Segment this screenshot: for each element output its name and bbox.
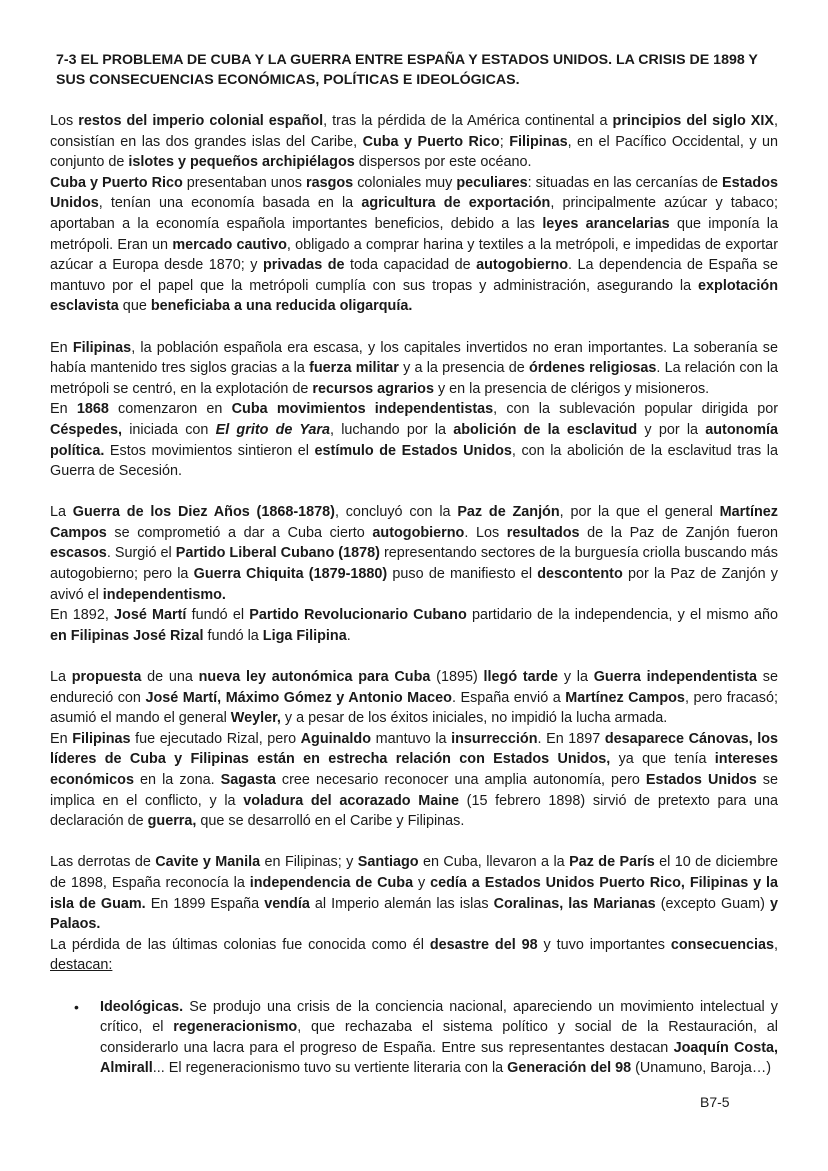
paragraph [50, 338, 778, 400]
text-run: en Filipinas José Rizal [50, 627, 204, 644]
text-run: Aguinaldo [300, 730, 372, 747]
text-run: principios del siglo XIX [612, 113, 774, 129]
text-run: leyes arancelarias [542, 215, 670, 232]
text-run: Santiago [357, 854, 419, 871]
text-run: , por la que el general [559, 504, 720, 521]
text-run: privadas de [263, 257, 345, 274]
text-run: vendía [264, 895, 310, 912]
text-run: 1868 [76, 401, 109, 418]
text-run: estímulo de Estados Unidos [314, 442, 512, 459]
text-run: La pérdida de las últimas colonias fue conocida como él [50, 936, 430, 953]
text-run: escasos [50, 545, 107, 562]
page-number: B7-5 [700, 1094, 730, 1110]
text-run: , concluyó con la [334, 504, 458, 521]
text-run: y tuvo importantes [537, 936, 671, 953]
text-run: mercado cautivo [172, 236, 287, 253]
text-run: , pero fracasó; asumió el mando el general [50, 689, 778, 727]
text-run: Filipinas [72, 730, 131, 747]
text-run: y [413, 874, 431, 891]
text-run: y a pesar de los éxitos iniciales, no impidió la lucha armada. [280, 710, 668, 727]
text-run: , principalmente azúcar y tabaco; aportaban a la economía española importantes beneficios, debido a las [50, 195, 779, 232]
bullet-icon: • [74, 998, 79, 1015]
text-run: . La relación con la metrópoli se centró, en la explotación de [50, 360, 779, 397]
text-run: peculiares [456, 174, 528, 191]
text-run: , con la sublevación popular dirigida por [493, 401, 778, 418]
text-run: fundó la [203, 627, 263, 644]
text-run: , en el Pacífico Occidental, y un conjunto de [50, 133, 778, 171]
text-run: y a la presencia de [398, 360, 529, 377]
text-run: José Martí [114, 607, 187, 624]
text-run: resultados [506, 524, 580, 541]
text-run: Partido Liberal Cubano (1878) [175, 545, 380, 562]
text-run: Paz de Zanjón [457, 504, 560, 521]
text-run: por la Paz de Zanjón y avivó el [50, 566, 778, 603]
text-run: , consistían en las dos grandes islas del Caribe, [50, 113, 778, 150]
paragraph [50, 111, 778, 173]
paragraph [50, 935, 778, 976]
text-run: En [50, 401, 77, 418]
document-title: 7-3 EL PROBLEMA DE CUBA Y LA GUERRA ENTRE ESPAÑA Y ESTADOS UNIDOS. LA CRISIS DE 1898 Y SUS CONSECUENCIAS ECONÓMICAS, POLÍTICAS E IDEOLÓGICAS. [56, 52, 758, 89]
text-run: Los [50, 113, 79, 129]
text-run: en Filipinas; y [260, 854, 358, 871]
text-run: descontento [537, 566, 623, 583]
text-run: fundó el [186, 607, 250, 624]
text-run: y por la [637, 421, 706, 438]
text-run: . [346, 627, 351, 644]
text-run: que se desarrolló en el Caribe y Filipinas. [196, 813, 465, 830]
text-run: se implica en el conflicto, y la [50, 772, 778, 809]
text-run: llegó tarde [483, 669, 559, 686]
document-body [50, 111, 778, 997]
spacer [50, 482, 778, 503]
text-run: autogobierno [476, 257, 569, 274]
text-run: se endureció con [50, 669, 778, 706]
text-run: restos del imperio colonial español [78, 113, 324, 129]
text-run: ; [499, 133, 510, 150]
text-run: En [50, 339, 73, 356]
text-run: Sagasta [220, 772, 276, 788]
paragraph [50, 667, 778, 729]
text-run: , [774, 936, 778, 953]
text-run: . Los [464, 524, 507, 541]
text-run: Generación del 98 [507, 1060, 632, 1077]
text-run: . Surgió el [106, 545, 176, 562]
text-run: Se produjo una crisis de la conciencia nacional, apareciendo un movimiento intelectual y crítico, el [100, 998, 778, 1036]
text-run: La [50, 504, 73, 521]
text-run: en Cuba, llevaron a la [418, 854, 570, 871]
text-run: (15 febrero 1898) sirvió de pretexto para una declaración de [50, 792, 778, 830]
text-run: desastre del 98 [429, 936, 538, 953]
text-run: se comprometió a dar a Cuba cierto [106, 524, 373, 541]
text-run: José Martí, Máximo Gómez y Antonio Maceo [145, 689, 452, 706]
text-run: , tenían una economía basada en la [98, 195, 362, 212]
text-run: En 1892, [50, 607, 115, 624]
text-run: partidario de la independencia, y el mismo año [466, 607, 778, 624]
text-run: voladura del acorazado Maine [243, 792, 459, 809]
text-run: dispersos por este océano. [354, 154, 532, 171]
text-run: comenzaron en [108, 401, 232, 418]
text-run: iniciada con [122, 421, 216, 438]
text-run: autonomía política. [50, 421, 778, 459]
text-run: En [50, 730, 73, 747]
text-run: agricultura de exportación [361, 195, 551, 212]
text-run: abolición de la esclavitud [453, 421, 638, 438]
text-run: cedía a Estados Unidos Puerto Rico, Filipinas y la isla de Guam. [50, 874, 779, 912]
text-run: regeneracionismo [173, 1019, 298, 1036]
list-item [74, 997, 778, 1079]
text-run: propuesta [71, 669, 142, 686]
text-run: , obligado a comprar harina y textiles a la metrópoli, e impedidas de exportar azúcar a Europa desde 1870; y [50, 236, 778, 274]
spacer [50, 317, 778, 338]
text-run: Joaquín Costa, Almirall [100, 1039, 778, 1077]
text-run: Estados Unidos [50, 174, 778, 212]
text-run: Estos movimientos sintieron el [104, 442, 315, 459]
text-run: ya que tenía [610, 751, 715, 768]
text-run: Guerra de los Diez Años (1868-1878) [72, 504, 335, 521]
text-run: Weyler, [230, 710, 281, 727]
text-run: autogobierno [372, 524, 465, 541]
paragraph [50, 399, 778, 481]
text-run: y en la presencia de clérigos y misioneros. [433, 380, 710, 397]
consequences-list [50, 997, 778, 1079]
text-run: (1895) [430, 669, 484, 686]
text-run: toda capacidad de [344, 257, 477, 274]
text-run: . España envió a [451, 689, 566, 706]
text-run: Las derrotas de [50, 854, 156, 871]
text-run: coloniales muy [353, 174, 457, 191]
text-run: intereses económicos [50, 751, 778, 788]
text-run: Guerra independentista [593, 669, 758, 686]
text-run: Martínez Campos [565, 689, 685, 706]
paragraph [50, 502, 778, 605]
text-run: de una [141, 669, 199, 686]
text-run: desaparece Cánovas, los líderes de Cuba y Filipinas están en estrecha relación con Estados Unidos, [50, 730, 778, 768]
text-run: independencia de Cuba [249, 874, 414, 891]
text-run: , luchando por la [330, 421, 454, 438]
text-run: órdenes religiosas [528, 360, 657, 377]
text-run: recursos agrarios [312, 380, 434, 397]
text-run: mantuvo la [371, 730, 452, 747]
text-run: en la zona. [133, 772, 221, 788]
text-run: puso de manifiesto el [387, 566, 538, 583]
text-run: Partido Revolucionario Cubano [249, 607, 467, 624]
text-run: y la [558, 669, 594, 686]
text-run: insurrección [451, 730, 538, 747]
text-run: Céspedes, [50, 421, 122, 438]
text-run: Filipinas [509, 133, 568, 150]
text-run: islotes y pequeños archipiélagos [128, 154, 355, 171]
paragraph [50, 729, 778, 832]
paragraph [50, 605, 778, 646]
text-run: Cavite y Manila [155, 854, 261, 871]
text-run: El grito de Yara [215, 421, 331, 438]
text-run: fuerza militar [309, 360, 399, 377]
spacer [50, 90, 778, 111]
text-run: beneficiaba a una reducida oligarquía. [150, 298, 413, 315]
text-run: que [118, 298, 151, 315]
text-run: Filipinas [72, 339, 132, 356]
text-run: rasgos [305, 174, 354, 191]
text-run: Liga Filipina [262, 627, 347, 644]
text-run: , tras la pérdida de la América continental a [323, 113, 613, 129]
text-run: consecuencias [670, 936, 774, 953]
text-run: excepto Guam) [665, 895, 770, 912]
paragraph [50, 173, 778, 317]
text-run: (Unamuno, Baroja…) [631, 1060, 772, 1077]
text-run: explotación esclavista [50, 277, 778, 315]
paragraph [50, 852, 778, 934]
text-run: destacan: [50, 957, 113, 974]
text-run: En 1899 España [145, 895, 265, 912]
text-run: fue ejecutado Rizal, pero [130, 730, 301, 747]
text-run: : situadas en las cercanías de [527, 174, 723, 191]
text-run: Ideológicas. [100, 998, 184, 1015]
text-run: Cuba movimientos independentistas [231, 401, 494, 418]
text-run: nueva ley autonómica para Cuba [198, 669, 431, 686]
text-run: . En 1897 [537, 730, 605, 747]
text-run: el 10 de diciembre de 1898, España reconocía la [50, 854, 778, 891]
text-run: Coralinas, las Marianas [493, 895, 656, 912]
text-run: , la población española era escasa, y los capitales invertidos no eran importantes. La soberanía se había mantenido tres siglos gracias a la [50, 339, 778, 377]
spacer [50, 976, 778, 997]
text-run: guerra, [147, 813, 197, 830]
text-run: , con la abolición de la esclavitud tras la Guerra de Secesión. [50, 442, 778, 480]
text-run: cree necesario reconocer una amplia autonomía, pero [275, 772, 646, 788]
text-run: La [50, 669, 72, 686]
text-run: ( [655, 895, 666, 912]
text-run: independentismo. [102, 586, 226, 603]
text-run: Cuba y Puerto Rico [362, 133, 500, 150]
text-run: ... El regeneracionismo tuvo su vertiente literaria con la [152, 1060, 508, 1077]
text-run: Martínez Campos [50, 504, 778, 541]
text-run: al Imperio alemán las islas [309, 895, 494, 912]
text-run: que imponía la metrópoli. Eran un [50, 215, 778, 253]
text-run: Cuba y Puerto Rico [50, 174, 183, 191]
text-run: representando sectores de la burguesía criolla buscando más autogobierno; pero la [50, 545, 778, 583]
text-run: . La dependencia de España se mantuvo por el papel que la metrópoli cumplía con sus tropas y administración, asegurando la [50, 257, 778, 294]
text-run: de la Paz de Zanjón fueron [579, 524, 778, 541]
text-run: Paz de París [569, 854, 655, 871]
text-run: y Palaos. [50, 895, 778, 933]
spacer [50, 646, 778, 667]
text-run: presentaban unos [182, 174, 306, 191]
text-run: Estados Unidos [645, 772, 757, 788]
text-run: Guerra Chiquita (1879-1880) [193, 566, 388, 583]
spacer [50, 832, 778, 853]
text-run: , que rechazaba el sistema político y social de la Restauración, al considerarlo una lacra para el progreso de España. Entre sus representantes destacan [100, 1019, 778, 1056]
